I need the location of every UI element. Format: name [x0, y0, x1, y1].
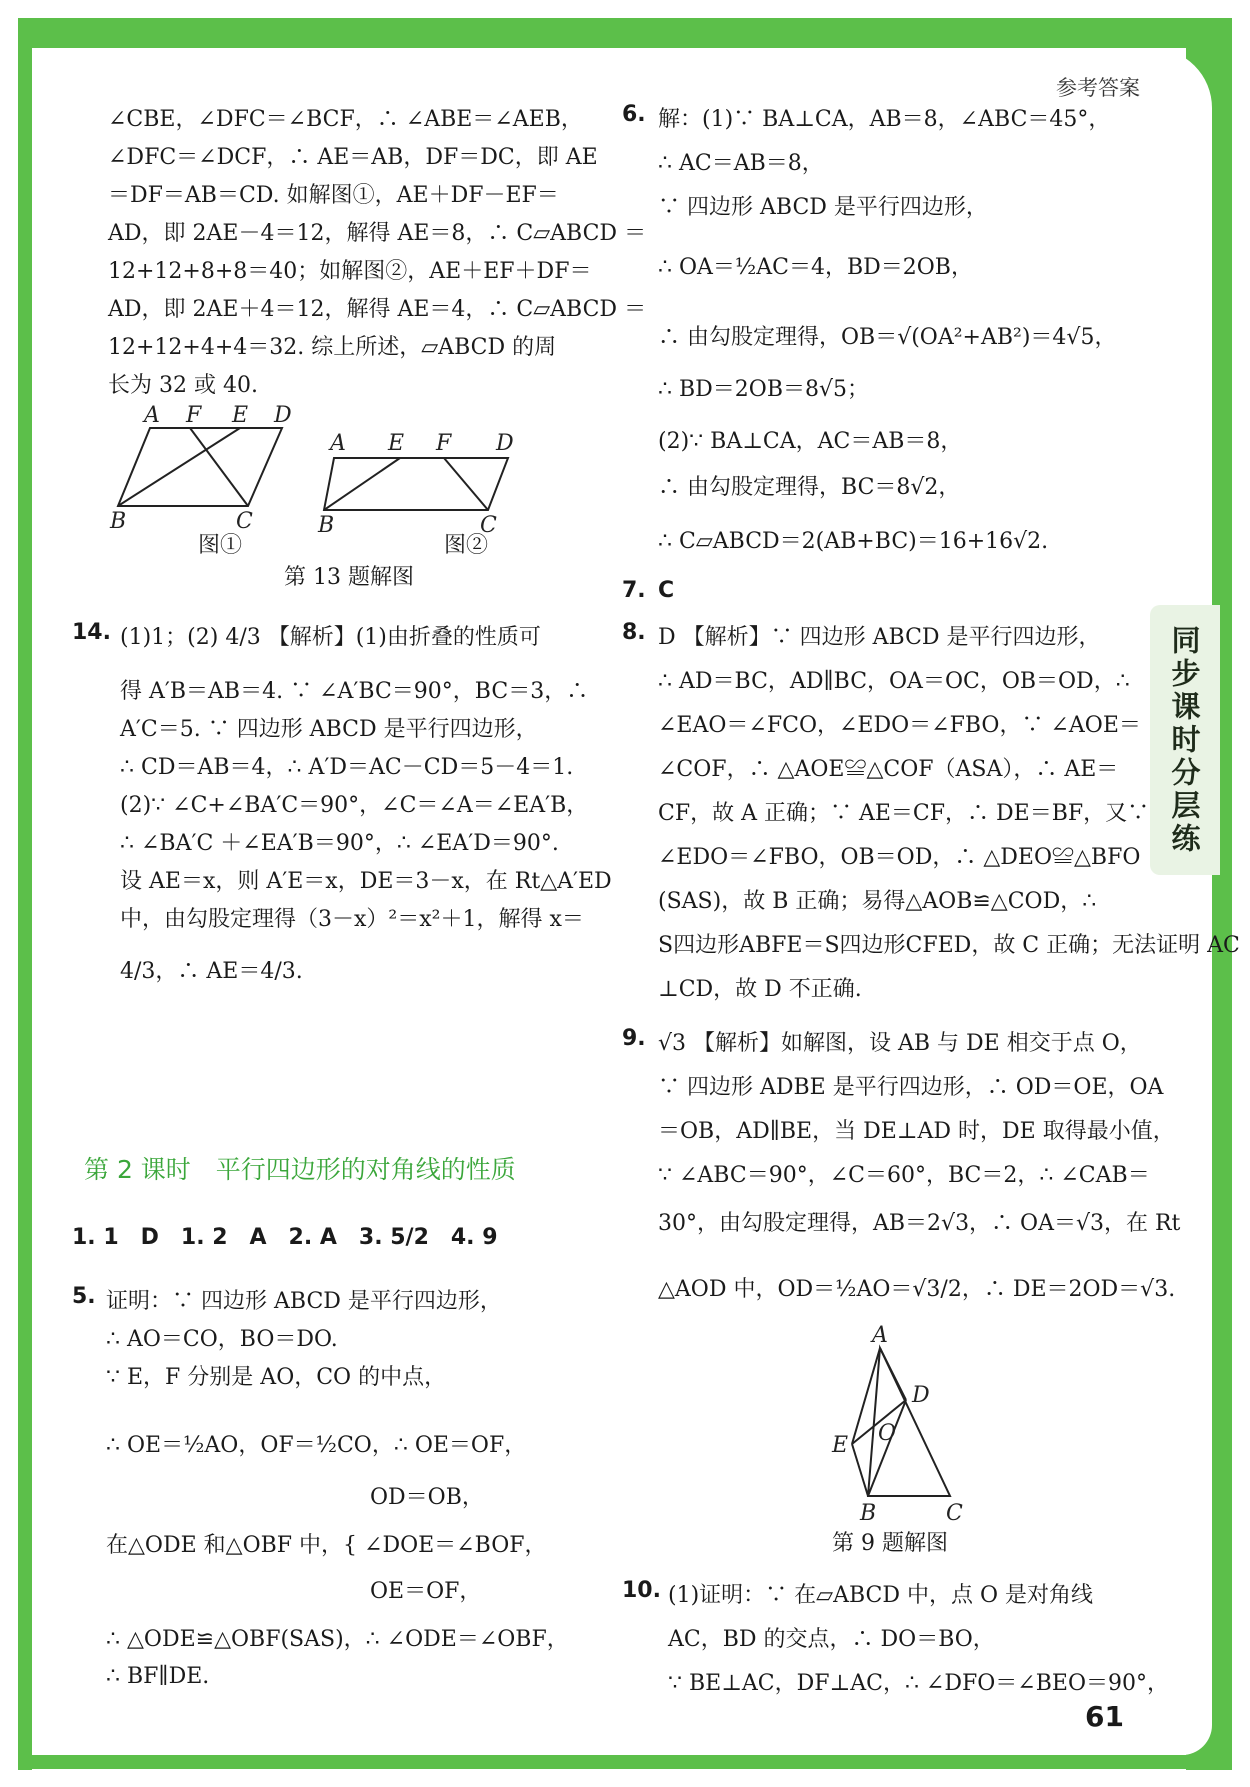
label-F: F [436, 431, 452, 456]
text-line: (2)∵ BA⊥CA，AC＝AB＝8， [658, 429, 963, 454]
text-line: △AOD 中，OD＝½AO＝√3/2，∴ DE＝2OD＝√3. [658, 1277, 1176, 1302]
text-line: ∴ 由勾股定理得，BC＝8√2， [658, 475, 961, 500]
figure-9-caption: 第 9 题解图 [832, 1531, 948, 1556]
answer: C [658, 578, 675, 603]
text-line: ∴ ∠BA′C ＋∠EA′B＝90°，∴ ∠EA′D＝90°. [120, 831, 559, 856]
question-number: 5. [72, 1284, 96, 1309]
text-line: ∵ 四边形 ADBE 是平行四边形，∴ OD＝OE，OA [658, 1075, 1164, 1100]
text-line: 12+12+4+4＝32. 综上所述，▱ABCD 的周 [108, 335, 557, 360]
text-line: 解：(1)∵ BA⊥CA，AB＝8，∠ABC＝45°， [658, 107, 1111, 132]
text-line: AD，即 2AE－4＝12，解得 AE＝8，∴ C▱ABCD ＝ [108, 221, 647, 246]
text-line: AD，即 2AE＋4＝12，解得 AE＝4，∴ C▱ABCD ＝ [108, 297, 647, 322]
label-A: A [330, 431, 346, 456]
text-line: 在△ODE 和△OBF 中，{ ∠DOE＝∠BOF， [106, 1533, 547, 1558]
text-line: 证明：∵ 四边形 ABCD 是平行四边形， [106, 1289, 502, 1314]
frame-top-border [18, 18, 1232, 48]
figure-13-caption: 第 13 题解图 [284, 565, 414, 590]
question-number: 8. [622, 620, 646, 645]
label-D: D [274, 403, 292, 428]
text-line: ＝OB，AD∥BE，当 DE⊥AD 时，DE 取得最小值， [658, 1119, 1175, 1144]
text-line: ∠COF，∴ △AOE≌△COF（ASA），∴ AE＝ [658, 757, 1119, 782]
label-F: F [186, 403, 202, 428]
text-line: 12+12+8+8＝40；如解图②，AE＋EF＋DF＝ [108, 259, 592, 284]
text-line: 得 A′B＝AB＝4. ∵ ∠A′BC＝90°，BC＝3，∴ [120, 679, 589, 704]
text-line: ∠DFC＝∠DCF，∴ AE＝AB，DF＝DC，即 AE [108, 145, 598, 170]
text-line: ∴ CD＝AB＝4，∴ A′D＝AC－CD＝5－4＝1. [120, 755, 574, 780]
label-A: A [872, 1323, 888, 1348]
text-line: (1)证明：∵ 在▱ABCD 中，点 O 是对角线 [668, 1583, 1094, 1608]
text-line: 长为 32 或 40. [108, 373, 258, 398]
text-line: ∵ E，F 分别是 AO，CO 的中点， [106, 1365, 447, 1390]
label-C: C [236, 509, 253, 534]
header-label: 参考答案 [1056, 76, 1140, 100]
text-line: S四边形ABFE＝S四边形CFED，故 C 正确；无法证明 AC [658, 933, 1240, 958]
label-D: D [496, 431, 514, 456]
text-line: 中，由勾股定理得（3－x）²＝x²＋1，解得 x＝ [120, 907, 584, 932]
text-line: 30°，由勾股定理得，AB＝2√3，∴ OA＝√3，在 Rt [658, 1211, 1181, 1236]
label-B: B [318, 513, 335, 538]
text-line: A′C＝5. ∵ 四边形 ABCD 是平行四边形， [120, 717, 538, 742]
text-line: √3 【解析】如解图，设 AB 与 DE 相交于点 O， [658, 1031, 1142, 1056]
text-line: ⊥CD，故 D 不正确. [658, 977, 862, 1002]
label-B: B [110, 509, 127, 534]
text-line: OE＝OF， [370, 1579, 482, 1604]
text-line: ∴ OA＝½AC＝4，BD＝2OB， [658, 255, 973, 280]
label-C: C [480, 513, 497, 538]
text-line: (2)∵ ∠C+∠BA′C＝90°，∠C＝∠A＝∠EA′B， [120, 793, 589, 818]
text-line: ∠CBE，∠DFC＝∠BCF，∴ ∠ABE＝∠AEB， [108, 107, 583, 132]
text-line: ∴ AD＝BC，AD∥BC，OA＝OC，OB＝OD，∴ [658, 669, 1130, 694]
question-number: 7. [622, 578, 646, 603]
section-title: 第 2 课时 平行四边形的对角线的性质 [84, 1155, 516, 1184]
text-line: 设 AE＝x，则 A′E＝x，DE＝3－x，在 Rt△A′ED [120, 869, 612, 894]
text-line: ∴ AC＝AB＝8， [658, 151, 824, 176]
question-number: 9. [622, 1026, 646, 1051]
text-line: ∴ △ODE≌△OBF(SAS)，∴ ∠ODE＝∠OBF， [106, 1627, 569, 1652]
text-line: ∴ C▱ABCD＝2(AB+BC)＝16+16√2. [658, 529, 1049, 554]
text-line: ∠EAO＝∠FCO，∠EDO＝∠FBO，∵ ∠AOE＝ [658, 713, 1141, 738]
side-tab [1150, 605, 1220, 875]
figure-9 [820, 1323, 980, 1528]
text-line: ∵ 四边形 ABCD 是平行四边形， [658, 195, 988, 220]
text-line: ∴ BD＝2OB＝8√5； [658, 377, 870, 402]
text-line: ∴ OE＝½AO，OF＝½CO，∴ OE＝OF， [106, 1433, 527, 1458]
text-line: ∵ ∠ABC＝90°，∠C＝60°，BC＝2，∴ ∠CAB＝ [658, 1163, 1150, 1188]
question-number: 14. [72, 620, 111, 645]
page-number: 61 [1085, 1700, 1124, 1733]
text-line: ∴ AO＝CO，BO＝DO. [106, 1327, 338, 1352]
label-E: E [388, 431, 405, 456]
figure-13-2-caption: 图② [444, 533, 489, 558]
frame-bottom-border [18, 1755, 1232, 1769]
text-line: AC，BD 的交点，∴ DO＝BO， [668, 1627, 995, 1652]
text-line: D 【解析】∵ 四边形 ABCD 是平行四边形， [658, 625, 1101, 650]
text-line: OD＝OB， [370, 1485, 484, 1510]
label-D: D [912, 1383, 930, 1408]
label-E: E [232, 403, 249, 428]
frame-left-border [18, 18, 32, 1770]
side-tab-label: 同步课时分层练 [1167, 624, 1202, 856]
text-line: CF，故 A 正确；∵ AE＝CF，∴ DE＝BF，又∵ [658, 801, 1150, 826]
label-O: O [878, 1421, 897, 1446]
question-number: 10. [622, 1578, 661, 1603]
label-E: E [832, 1433, 849, 1458]
text-line: ∴ BF∥DE. [106, 1664, 210, 1689]
text-line: ＝DF＝AB＝CD. 如解图①，AE＋DF－EF＝ [108, 183, 559, 208]
text-line: (1)1；(2) 4/3 【解析】(1)由折叠的性质可 [120, 625, 541, 650]
label-C: C [946, 1501, 963, 1526]
text-line: 4/3，∴ AE＝4/3. [120, 959, 303, 984]
text-line: ∴ 由勾股定理得，OB＝√(OA²+AB²)＝4√5， [658, 325, 1117, 350]
label-A: A [144, 403, 160, 428]
answers-line: 1. 1 D 1. 2 A 2. A 3. 5/2 4. 9 [72, 1225, 498, 1250]
figure-13-1-caption: 图① [198, 533, 243, 558]
text-line: ∠EDO＝∠FBO，OB＝OD，∴ △DEO≌△BFO [658, 845, 1141, 870]
text-line: (SAS)，故 B 正确；易得△AOB≌△COD，∴ [658, 889, 1097, 914]
label-B: B [860, 1501, 877, 1526]
text-line: ∵ BE⊥AC，DF⊥AC，∴ ∠DFO＝∠BEO＝90°， [668, 1671, 1169, 1696]
question-number: 6. [622, 102, 646, 127]
